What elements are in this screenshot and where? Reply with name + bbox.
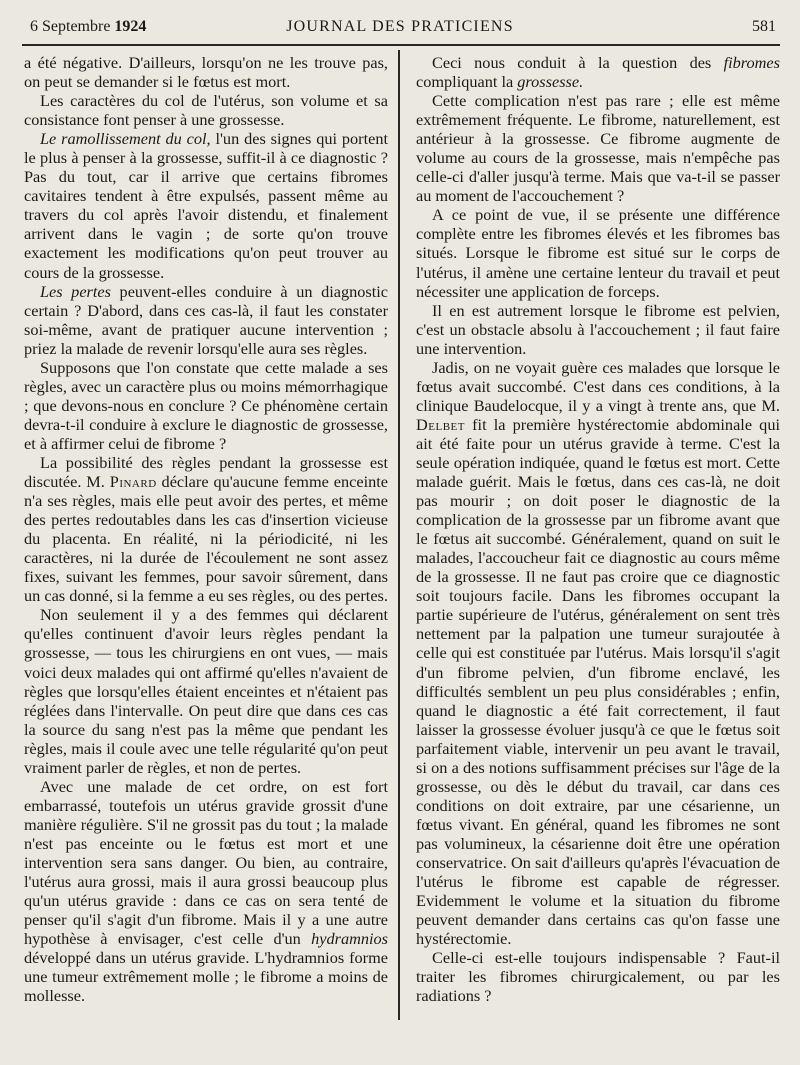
paragraph-text: l'un des signes qui portent le plus à penser à la grossesse, suffit-il à ce diagnostic ? Pas du tout, car il arrive que certains fibromes cavitaires tendent à être expulsés, passent même au travers du col après l'avoir distendu, et finalement arrivent dans le vagin ; de sorte qu'on trouve exactement les modifications qu'on peut trouver au cours de la grossesse.: [24, 129, 388, 282]
paragraph: Il en est autrement lorsque le fibrome est pelvien, c'est un obstacle absolu à l'accouchement ; il faut faire une intervention.: [416, 300, 780, 358]
paragraph-text: Avec une malade de cet ordre, on est fort embarrassé, toutefois un utérus gravide grossit d'une manière régulière. S'il ne grossit pas du tout ; la malade n'est pas enceinte ou le fœtus est mort et une intervention sera sans danger. Ou bien, au contraire, l'utérus aura grossi, mais il aura grossi beaucoup plus qu'un utérus gravide : dans ce cas on sera tenté de penser qu'il s'agit d'un fibrome. Mais il y a une autre hypothèse à envisager, c'est celle d'un: [24, 776, 388, 949]
header-date-day-month: 6 Septembre: [30, 18, 111, 35]
paragraph: [24, 282, 388, 358]
paragraph: [24, 777, 388, 1006]
right-column: [416, 53, 780, 1005]
italic-term: grossesse.: [517, 72, 584, 92]
italic-lead: Les pertes: [40, 281, 111, 301]
paragraph-text: peuvent-elles conduire à un diagnostic certain ? D'abord, dans ces cas-là, il faut les constater soi-même, avant de pratiquer aucune intervention ; priez la malade de revenir lorsqu'elle aura ses règles.: [24, 281, 388, 358]
paragraph-text: Ceci nous conduit à la question des: [432, 53, 724, 72]
paragraph: [416, 53, 780, 91]
italic-term: fibromes: [723, 53, 780, 72]
author-name: Delbet: [416, 414, 465, 434]
paragraph: Non seulement il y a des femmes qui déclarent qu'elles continuent d'avoir leurs règles pendant la grossesse, — tous les chirurgiens en ont vues, — mais voici deux malades qui ont affirmé qu'elles n'avaient de règles que lorsqu'elles étaient enceintes et n'étaient pas réglées dans l'intervalle. On peut dire que dans ces cas la source du sang n'est pas la même que pendant les règles, mais il coule avec une telle régularité qu'on peut vraiment parler de règles, et non de pertes.: [24, 605, 388, 777]
paragraph-text: La possibilité des règles pendant la grossesse est discutée. M.: [24, 452, 388, 492]
author-name: Pinard: [109, 472, 157, 492]
paragraph: Les caractères du col de l'utérus, son volume et sa consistance font penser à une grossesse.: [24, 91, 388, 130]
column-divider: [398, 50, 400, 1020]
paragraph-text: compliquant la: [416, 72, 518, 92]
page-number: 581: [752, 18, 776, 35]
paragraph-text: déclare qu'aucune femme enceinte n'a ses règles, mais elle peut avoir des pertes, et même des pertes redoutables dans les cas d'insertion vicieuse du placenta. En réalité, ni la périodicité, ni les caractères, ni la durée de l'écoulement ne sont assez fixes, suivant les femmes, pour savoir sûrement, dans un cas donné, si la femme a eu ses règles, ou des pertes.: [24, 472, 388, 606]
paragraph: A ce point de vue, il se présente une différence complète entre les fibromes élevés et les fibromes bas situés. Lorsque le fibrome est situé sur le corps de l'utérus, il amène une certaine lenteur du travail et peut nécessiter une application de forceps.: [416, 205, 780, 301]
left-column: [24, 53, 388, 1005]
italic-term: hydramnios: [311, 929, 388, 949]
paragraph-text: Jadis, on ne voyait guère ces malades que lorsque le fœtus avait succombé. C'est dans ces conditions, à la clinique Baudelocque, il y a vingt à trente ans, que M.: [416, 357, 780, 415]
journal-title: JOURNAL DES PRATICIENS: [286, 18, 514, 35]
paragraph: Cette complication n'est pas rare ; elle est même extrêmement fréquente. Le fibrome, naturellement, est antérieur à la grossesse. Ce fibrome augmente de volume au cours de la grossesse, mais n'empêche pas celle-ci d'aller jusqu'à terme. Mais que va-t-il se passer au moment de l'accouchement ?: [416, 91, 780, 206]
italic-lead: Le ramollissement du col,: [40, 129, 211, 149]
paragraph: [24, 453, 388, 605]
paragraph: Supposons que l'on constate que cette malade a ses règles, avec un caractère plus ou moins mémorrhagique ; que devons-nous en conclure ? Ce phénomène certain devra-t-il conduire à exclure le diagnostic de grossesse, et à affirmer celui de fibrome ?: [24, 357, 388, 453]
paragraph-text: développé dans un utérus gravide. L'hydramnios forme une tumeur extrêmement molle ; le fibrome a moins de mollesse.: [24, 948, 388, 1006]
paragraph-text: fit la première hystérectomie abdominale qui ait été faite pour un utérus gravide à terme. C'est la seule opération indiquée, quand le fœtus est mort. Cette malade guérit. Mais le fœtus, dans ces cas-là, ne doit pas mourir ; on doit poser le diagnostic de la complication de la grossesse par un fibrome avant que le fœtus ait succombé. Généralement, quand on suit le malades, l'accoucheur fait ce diagnostic au cours même de la grossesse. Il ne faut pas croire que ce diagnostic soit toujours facile. Dans les fibromes occupant la partie supérieure de l'utérus, généralement on sent très nettement par la palpation une tumeur surajoutée à celle qui est constituée par l'utérus. Mais lorsqu'il s'agit d'un fibrome pelvien, d'un fibrome enclavé, les difficultés semblent un peu plus considérables ; enfin, quand le diagnostic a été fait correctement, il faut laisser la grossesse évoluer jusqu'à ce que le fœtus soit parfaitement viable, intervenir un peu avant le travail, si on a des notions suffisamment précises sur l'âge de la grossesse, ou dès le début du travail, car dans ces conditions on doit extraire, par une césarienne, un fœtus vivant. En général, quand les fibromes ne sont pas volumineux, la césarienne doit être une opération conservatrice. On sait d'ailleurs qu'après l'évacuation de l'utérus le fibrome est capable de régresser. Evidemment le volume et la situation du fibrome peuvent demander dans certains cas qu'on fasse une hystérectomie.: [416, 414, 780, 949]
header-rule: [22, 44, 780, 46]
header-date-year: 1924: [114, 18, 147, 35]
paragraph: a été négative. D'ailleurs, lorsqu'on ne les trouve pas, on peut se demander si le fœtus est mort.: [24, 53, 388, 92]
paragraph: [416, 358, 780, 948]
paragraph: [24, 129, 388, 281]
page-header: [0, 0, 800, 42]
paragraph: Celle-ci est-elle toujours indispensable ? Faut-il traiter les fibromes chirurgicalement, ou par les radiations ?: [416, 948, 780, 1006]
